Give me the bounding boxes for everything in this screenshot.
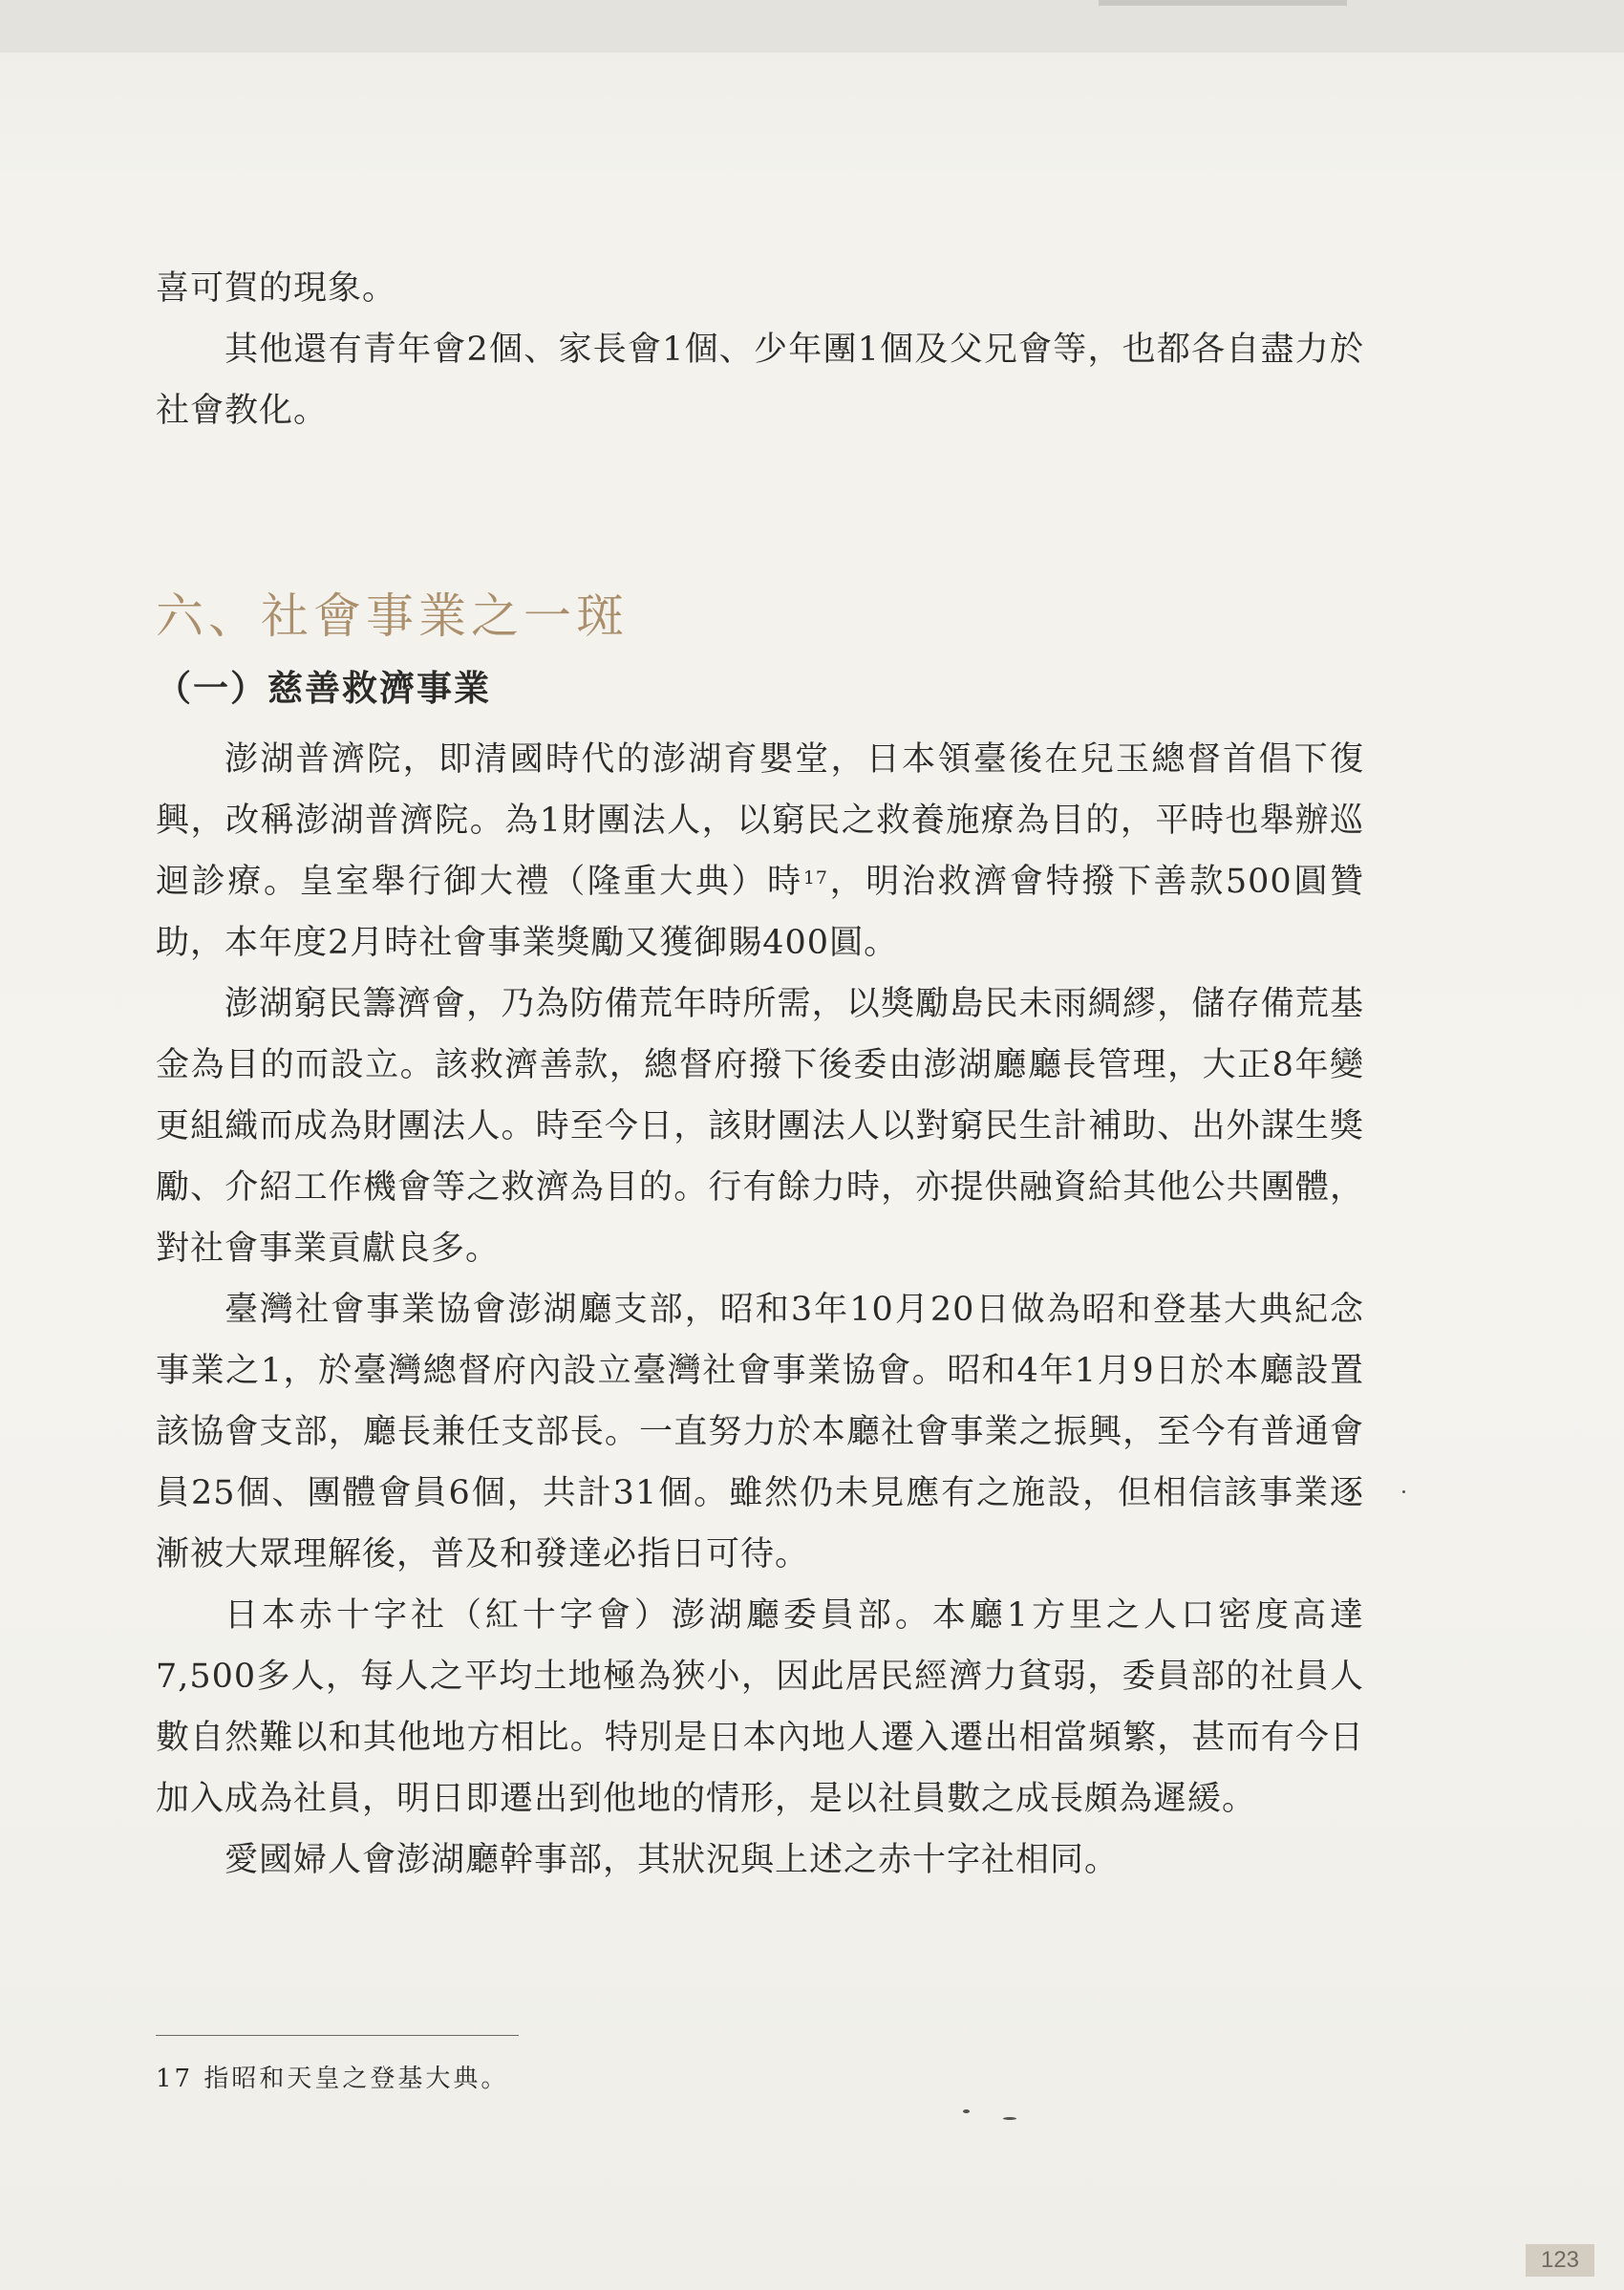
bleed-through-mark <box>1099 0 1347 6</box>
paragraph-1-text-b: ，明治救濟會特撥下善款500圓贊助，本年度2月時社會事業獎勵又獲御賜400圓。 <box>156 863 1364 962</box>
section-body <box>156 729 1364 1891</box>
section-heading: 六、社會事業之一斑 <box>156 589 629 644</box>
intro-paragraph-1: 喜可賀的現象。 <box>156 269 397 308</box>
intro-paragraph-2: 其他還有青年會2個、家長會1個、少年團1個及父兄會等，也都各自盡力於社會教化。 <box>156 331 1364 430</box>
section-subheading: （一）慈善救濟事業 <box>156 668 491 709</box>
body-paragraph-1 <box>156 729 1364 974</box>
body-paragraph-4: 日本赤十字社（紅十字會）澎湖廳委員部。本廳1方里之人口密度高達7,500多人，每人之平均土地極為狹小，因此居民經濟力貧弱，委員部的社員人數自然難以和其他地方相比。特別是日本內地人遷入遷出相當頻繁，甚而有今日加入成為社員，明日即遷出到他地的情形，是以社員數之成長頗為遲緩。 <box>156 1596 1364 1818</box>
scan-speck <box>963 2109 970 2113</box>
scan-top-edge <box>0 0 1624 53</box>
footnote-number: 17 <box>156 2065 194 2093</box>
body-paragraph-2: 澎湖窮民籌濟會，乃為防備荒年時所需，以獎勵島民未雨綢繆，儲存備荒基金為目的而設立。該救濟善款，總督府撥下後委由澎湖廳廳長管理，大正8年變更組織而成為財團法人。時至今日，該財團法人以對窮民生計補助、出外謀生獎勵、介紹工作機會等之救濟為目的。行有餘力時，亦提供融資給其他公共團體，對社會事業貢獻良多。 <box>156 985 1364 1268</box>
footnote-divider <box>156 2035 519 2036</box>
paragraph-1-text-a: 澎湖普濟院，即清國時代的澎湖育嬰堂，日本領臺後在兒玉總督首倡下復興，改稱澎湖普濟院。為1財團法人，以窮民之救養施療為目的，平時也舉辦巡迴診療。皇室舉行御大禮（隆重大典）時 <box>156 740 1364 901</box>
footnote-text: 指昭和天皇之登基大典。 <box>203 2065 509 2093</box>
body-paragraph-5: 愛國婦人會澎湖廳幹事部，其狀況與上述之赤十字社相同。 <box>224 1841 1120 1879</box>
scan-speck <box>1003 2117 1016 2120</box>
footnote <box>156 2060 508 2098</box>
body-paragraph-3: 臺灣社會事業協會澎湖廳支部，昭和3年10月20日做為昭和登基大典紀念事業之1，於臺灣總督府內設立臺灣社會事業協會。昭和4年1月9日於本廳設置該協會支部，廳長兼任支部長。一直努力於本廳社會事業之振興，至今有普通會員25個、團體會員6個，共計31個。雖然仍未見應有之施設，但相信該事業逐漸被大眾理解後，普及和發達必指日可待。 <box>156 1291 1364 1573</box>
scan-speck <box>1402 1490 1405 1493</box>
intro-text <box>156 258 1364 441</box>
footnote-reference[interactable]: 17 <box>802 867 828 888</box>
page-number: 123 <box>1526 2244 1594 2277</box>
